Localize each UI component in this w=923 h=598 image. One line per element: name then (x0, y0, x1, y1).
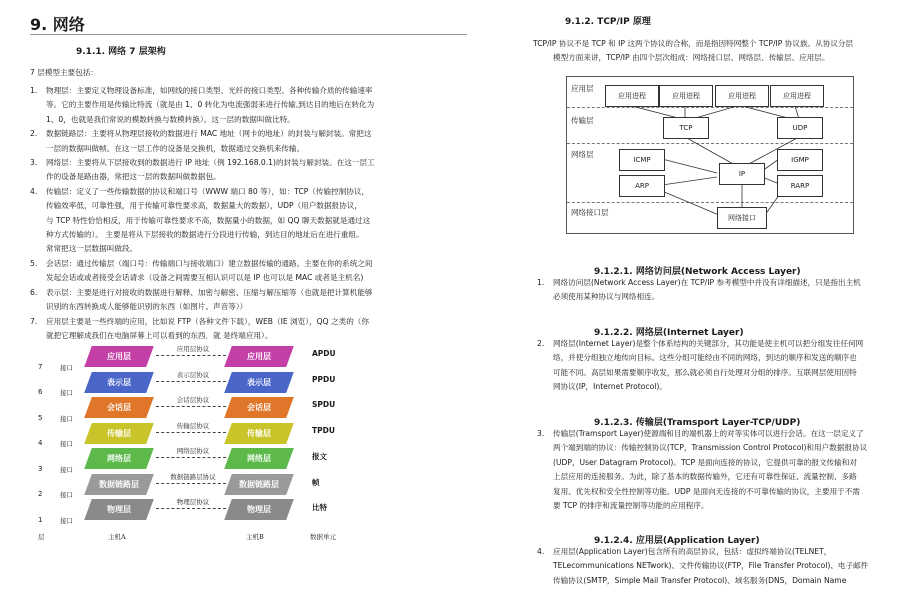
osi-layer-host-b: 应用层 (224, 346, 294, 367)
body-line: 两个端到端的协议：传输控制协议(TCP，Transmission Control Protocol)和用户数据报协议 (553, 443, 868, 453)
item-line: 一层的数据叫做帧。在这一层工作的设备是交换机，数据通过交换机来传输。 (46, 143, 305, 153)
arp-box: ARP (619, 175, 665, 197)
osi-layer-host-a: 传输层 (84, 423, 154, 444)
osi-layer-item (30, 286, 466, 315)
item-number: 6. (30, 287, 38, 297)
osi-unit-column-label: 数据单元 (310, 533, 336, 541)
item-line: 与 TCP 特性恰恰相反，用于传输可靠性要求不高，数据量小的数据，如 QQ 聊天数据就是通过这 (46, 215, 371, 225)
osi-data-unit: 帧 (312, 477, 320, 487)
body-line: 传输层(Tramsport Layer)使源端和目的端机器上的对等实体可以进行会话。在这一层定义了 (553, 429, 864, 438)
item-line: 识别的东西转换成人能够能识别的东西（如图片、声音等）） (46, 302, 248, 312)
subsection-title-tcpip: 9.1.2. TCP/IP 原理 (565, 17, 651, 27)
osi-protocol-label: 会话层协议 (176, 396, 210, 404)
item-line: 就把它理解成我们在电脑屏幕上可以看到的东西．就 是终端应用）。 (46, 330, 273, 340)
osi-layer-list (30, 84, 466, 343)
osi-protocol-line (156, 406, 226, 407)
item-number: 1. (30, 86, 38, 95)
osi-layer-host-b: 传输层 (224, 423, 294, 444)
item-line: 传输层：定义了一些传输数据的协议和端口号（WWW 端口 80 等），如：TCP（传输控制协议， (46, 186, 370, 196)
osi-protocol-label: 数据链路层协议 (170, 472, 216, 481)
osi-layer-host-b: 物理层 (224, 499, 294, 520)
osi-host-b-label: 主机B (246, 533, 264, 541)
osi-data-unit: SPDU (312, 400, 336, 409)
osi-layer-host-a: 物理层 (84, 499, 154, 520)
item-line: 发起会话或或者接受会话请求（设备之间需要互相认识可以是 IP 也可以是 MAC 或者是主机名) (46, 273, 364, 283)
body-line: 络，并使分组独立地传向目标。这些分组可能经由不同的网络，到达的顺序和发送的顺序也 (553, 353, 857, 363)
osi-diagram (30, 342, 360, 542)
item-line: 数据链路层：主要将从物理层接收的数据进行 MAC 地址（网卡的地址）的封装与解封装。常把这 (46, 129, 372, 139)
item-number: 5. (30, 258, 38, 268)
osi-layer-item (30, 127, 466, 156)
osi-protocol-line (156, 483, 226, 484)
osi-data-unit: 比特 (312, 503, 327, 512)
udp-box: UDP (777, 117, 823, 139)
osi-layer-item (30, 315, 466, 344)
item-line: 网络层：主要将从下层接收到的数据进行 IP 地址（例 192.168.0.1)的封装与解封装。在这一层工 (46, 158, 375, 168)
section-application-layer-body: 4. 应用层(Application Layer)包含所有的高层协议，包括：虚拟终端协议(TELNET， TELecommunications NETwork)、文件传输协议(FTP，File Transfer Protocol)、电子邮件 传输协议(SMTP，Simple Mail Transfer Protocol)、域名服务(DNS，Domain Name (553, 545, 913, 588)
body-line: 要 TCP 的排序和流量控制等功能的应用程序。 (553, 501, 709, 511)
body-line: TELecommunications NETwork)、文件传输协议(FTP，File Transfer Protocol)、电子邮件 (553, 561, 869, 571)
item-line: 1、0，也就是我们常说的模数转换与数模转换）。这一层的数据叫做比特。 (46, 114, 295, 124)
osi-layer-host-a: 数据链路层 (84, 474, 154, 495)
transport-layer-label: 传输层 (571, 116, 594, 125)
osi-layer-host-b: 数据链路层 (224, 474, 294, 495)
item-line: 种方式传输的）。 主要是将从下层接收的数据进行分段进行传输，到达目的地址后在进行重组。 (46, 230, 364, 240)
osi-layer-number: 7 (38, 362, 43, 371)
osi-data-unit: PPDU (312, 374, 336, 384)
app-process-box: 应用进程 (715, 85, 769, 107)
network-layer-label: 网络层 (571, 150, 594, 159)
interface-layer-label: 网络接口层 (571, 208, 609, 217)
item-number: 7. (30, 316, 38, 326)
section-network-access-title: 9.1.2.1. 网络访问层(Network Access Layer) (594, 267, 801, 277)
body-line: 应用层(Application Layer)包含所有的高层协议，包括：虚拟终端协议(TELNET， (553, 547, 832, 556)
osi-layer-host-a: 网络层 (84, 448, 154, 469)
item-line: 传输效率低，可靠性强，用于传输可靠性要求高，数据量大的数据），UDP（用户数据报协议， (46, 201, 362, 211)
item-line: 等。它的主要作用是传输比特流（就是由 1、0 转化为电流强弱来进行传输,到达目的地后在转化为 (46, 100, 375, 110)
body-line: 网络层(Internet Layer)是整个体系结构的关键部分，其功能是使主机可以把分组发往任何网 (553, 339, 864, 348)
item-line: 物理层：主要定义物理设备标准，如网线的接口类型、光纤的接口类型、各种传输介质的传输速率 (46, 86, 373, 95)
app-layer-label: 应用层 (571, 84, 594, 93)
body-line: 传输协议(SMTP，Simple Mail Transfer Protocol)、域名服务(DNS，Domain Name (553, 575, 847, 585)
osi-interface-label: 接口 (60, 363, 73, 372)
item-line: 会话层：通过传输层（端口号：传输端口与接收端口）建立数据传输的通路。主要在你的系统之间 (46, 258, 373, 268)
item-line: 常常把这一层数据叫做段。 (46, 244, 138, 254)
osi-protocol-line (156, 381, 226, 382)
osi-layer-item (30, 156, 466, 185)
app-process-box: 应用进程 (770, 85, 824, 107)
body-line: (UDP，User Datagram Protocol)。TCP 是面向连接的协议，它提供可靠的报文传输和对 (553, 457, 857, 467)
tcpip-intro-2: 模型方面来讲，TCP/IP 由四个层次组成：网络接口层、网络层、传输层、应用层。 (553, 53, 830, 62)
osi-protocol-line (156, 508, 226, 509)
osi-interface-label: 接口 (60, 440, 73, 448)
tcpip-figure (566, 76, 854, 234)
osi-interface-label: 接口 (60, 465, 73, 474)
osi-host-a-label: 主机A (108, 533, 126, 541)
osi-protocol-line (156, 457, 226, 458)
osi-layer-number: 4 (38, 439, 43, 447)
ip-box: IP (719, 163, 765, 185)
osi-layer-host-b: 表示层 (224, 372, 294, 393)
item-number: 2. (30, 129, 38, 139)
osi-layer-item (30, 84, 466, 127)
osi-layer-host-a: 表示层 (84, 372, 154, 393)
rarp-box: RARP (777, 175, 823, 197)
osi-data-unit: 报文 (312, 452, 327, 461)
osi-interface-label: 接口 (60, 491, 73, 499)
osi-layer-host-a: 会话层 (84, 397, 154, 418)
osi-layer-number: 2 (38, 490, 43, 498)
network-interface-box: 网络接口 (717, 207, 767, 229)
osi-interface-label: 接口 (60, 516, 73, 525)
item-number: 4. (30, 186, 38, 196)
osi-protocol-label: 物理层协议 (176, 498, 210, 506)
osi-layer-column-label: 层 (38, 533, 45, 541)
osi-layer-host-b: 会话层 (224, 397, 294, 418)
body-line: 上层应用的连接服务。为此，除了基本的数据传输外，它还有可靠性保证、流量控制、多路 (553, 472, 857, 482)
body-line: 可能不同。高层如果需要顺序收发，那么就必须自行处理对分组的排序。互联网层使用因特 (553, 367, 857, 377)
osi-protocol-line (156, 355, 226, 356)
body-line: 网协议(IP，Internet Protocol)。 (553, 382, 667, 392)
section-application-layer-title: 9.1.2.4. 应用层(Application Layer) (594, 536, 760, 546)
osi-layer-number: 3 (38, 464, 43, 473)
osi-layer-number: 6 (38, 388, 43, 396)
item-number: 3. (30, 158, 38, 168)
osi-layer-host-b: 网络层 (224, 448, 294, 469)
osi-protocol-label: 传输层协议 (176, 421, 210, 430)
osi-layer-item (30, 257, 466, 286)
item-line: 应用层主要是一些终端的应用，比如说 FTP（各种文件下载），WEB（IE 浏览），QQ 之类的（你 (46, 316, 369, 326)
section-internet-layer-title: 9.1.2.2. 网络层(Internet Layer) (594, 328, 744, 338)
osi-data-unit: APDU (312, 349, 336, 358)
section-transport-layer-title: 9.1.2.3. 传输层(Tramsport Layer-TCP/UDP) (594, 418, 801, 428)
osi-interface-label: 接口 (60, 414, 73, 423)
subsection-title-7-layer: 9.1.1. 网络 7 层架构 (76, 47, 166, 57)
osi-data-unit: TPDU (312, 425, 335, 435)
app-process-box: 应用进程 (605, 85, 659, 107)
section-network-access-body: 1. 网络访问层(Network Access Layer)在 TCP/IP 参考模型中并没有详细描述，只是指出主机 必须使用某种协议与网络相连。 (553, 276, 913, 305)
igmp-box: IGMP (777, 149, 823, 171)
osi-layer-number: 5 (38, 413, 43, 422)
section-title: 9. 网络 (30, 15, 85, 34)
osi-protocol-label: 应用层协议 (176, 345, 210, 353)
osi-protocol-line (156, 432, 226, 433)
tcpip-intro-1: TCP/IP 协议不是 TCP 和 IP 这两个协议的合称，而是指因特网整个 TCP/IP 协议族。从协议分层 (533, 39, 854, 48)
section-transport-layer-body: 3. 传输层(Tramsport Layer)使源端和目的端机器上的对等实体可以进行会话。在这一层定义了 两个端到端的协议：传输控制协议(TCP，Transmission Control Protocol)和用户数据报协议 (UDP，User Datagram Protocol)。TCP 是面向连接的协议，它提供可靠的报文传输和对 上层应用的连接服务。为此，除了基本的数据传输外，它还有可靠性保证、流量控制、多路 复用、优先权和安全性控制等功能。UDP 是面向无连接的不可靠传输的协议，主要用于不需 要 TCP 的排序和流量控制等功能的应用程序。 (553, 427, 913, 513)
section-internet-layer-body: 2. 网络层(Internet Layer)是整个体系结构的关键部分，其功能是使主机可以把分组发往任何网 络，并使分组独立地传向目标。这些分组可能经由不同的网络，到达的顺序和发送的顺序也 可能不同。高层如果需要顺序收发，那么就必须自行处理对分组的排序。互联网层使用因特 网协议(IP，Internet Protocol)。 (553, 337, 913, 395)
body-line: 必须使用某种协议与网络相连。 (553, 292, 660, 302)
osi-layer-host-a: 应用层 (84, 346, 154, 367)
osi-layer-item (30, 185, 466, 257)
item-line: 作的设备是路由器，常把这一层的数据叫做数据包。 (46, 172, 221, 182)
intro-text: 7 层模型主要包括： (30, 68, 98, 77)
item-line: 表示层：主要是进行对接收的数据进行解释、加密与解密、压缩与解压缩等（也就是把计算机能够 (46, 287, 373, 297)
tcp-box: TCP (663, 117, 709, 139)
icmp-box: ICMP (619, 149, 665, 171)
body-line: 网络访问层(Network Access Layer)在 TCP/IP 参考模型中并没有详细描述，只是指出主机 (553, 278, 861, 287)
title-rule (30, 34, 467, 35)
osi-interface-label: 接口 (60, 389, 73, 397)
osi-protocol-label: 表示层协议 (176, 370, 210, 379)
app-process-box: 应用进程 (659, 85, 713, 107)
osi-layer-number: 1 (38, 515, 43, 524)
osi-protocol-label: 网络层协议 (176, 447, 210, 455)
body-line: 复用、优先权和安全性控制等功能。UDP 是面向无连接的不可靠传输的协议，主要用于不需 (553, 486, 860, 496)
